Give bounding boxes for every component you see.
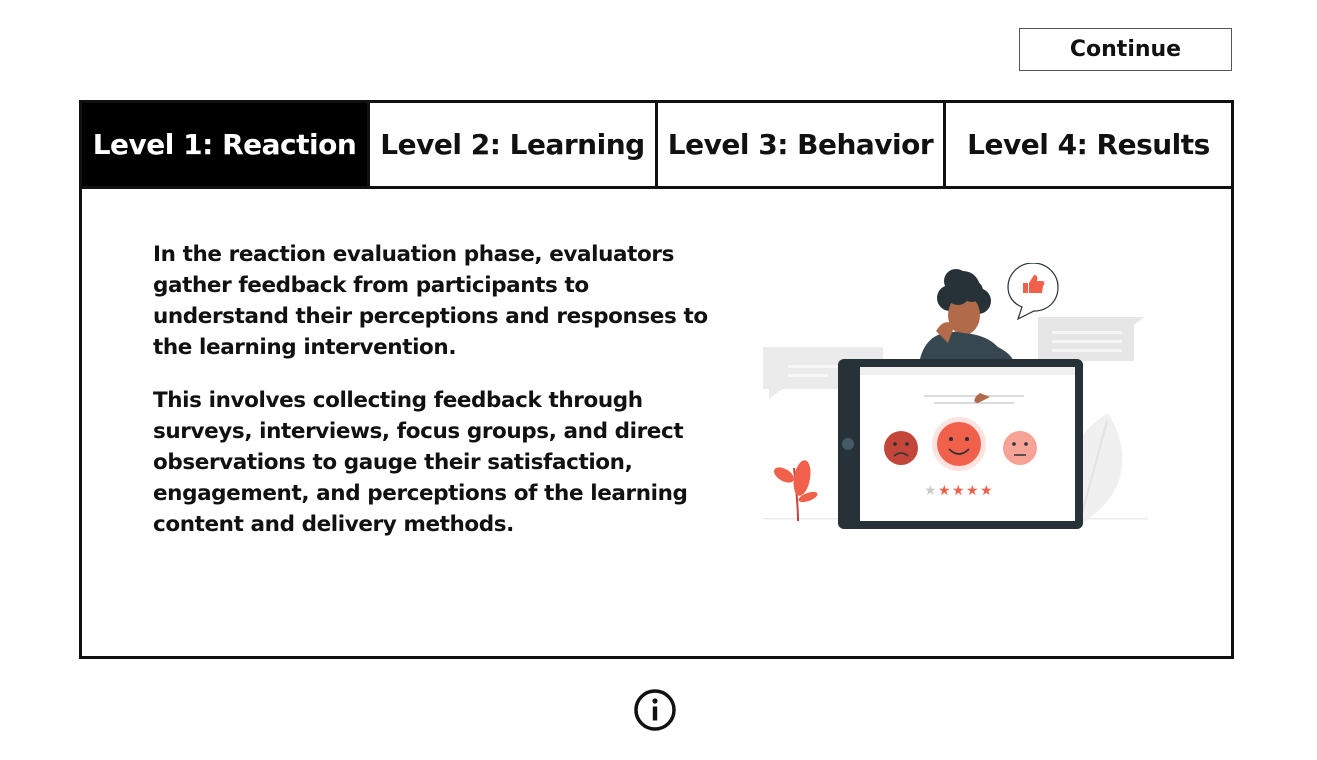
description-paragraph-2: This involves collecting feedback through surveys, interviews, focus groups, and direct observations to gauge their satisfaction, engagement, and perceptions of the learning content and delivery methods. bbox=[153, 388, 688, 537]
description-paragraph-1: In the reaction evaluation phase, evaluators gather feedback from participants to understand their perceptions and responses to the learning intervention. bbox=[153, 242, 708, 360]
tab-content bbox=[82, 189, 1231, 656]
svg-text:★: ★ bbox=[924, 483, 937, 499]
sad-face-icon bbox=[884, 431, 918, 465]
continue-button[interactable]: Continue bbox=[1019, 28, 1232, 71]
tab-level-2-learning[interactable]: Level 2: Learning bbox=[370, 103, 658, 186]
svg-text:★: ★ bbox=[966, 483, 979, 499]
red-plant bbox=[771, 459, 818, 521]
feedback-rating-illustration bbox=[758, 263, 1158, 553]
tab-level-1-reaction[interactable]: Level 1: Reaction bbox=[82, 103, 370, 186]
info-icon[interactable] bbox=[633, 688, 677, 732]
tabs-panel bbox=[79, 100, 1234, 659]
svg-text:★: ★ bbox=[938, 483, 951, 499]
svg-text:★: ★ bbox=[980, 483, 993, 499]
tab-level-4-results[interactable]: Level 4: Results bbox=[967, 128, 1210, 161]
description-text bbox=[153, 239, 713, 562]
right-chat-bubble bbox=[1038, 317, 1144, 361]
star-rating bbox=[924, 483, 993, 499]
tab-bar bbox=[82, 103, 1231, 189]
happy-face-icon bbox=[932, 417, 986, 471]
thumbs-up-bubble-icon bbox=[1008, 263, 1058, 319]
tab-level-3-behavior[interactable]: Level 3: Behavior bbox=[658, 103, 946, 186]
svg-text:★: ★ bbox=[952, 483, 965, 499]
neutral-face-icon bbox=[1003, 431, 1037, 465]
